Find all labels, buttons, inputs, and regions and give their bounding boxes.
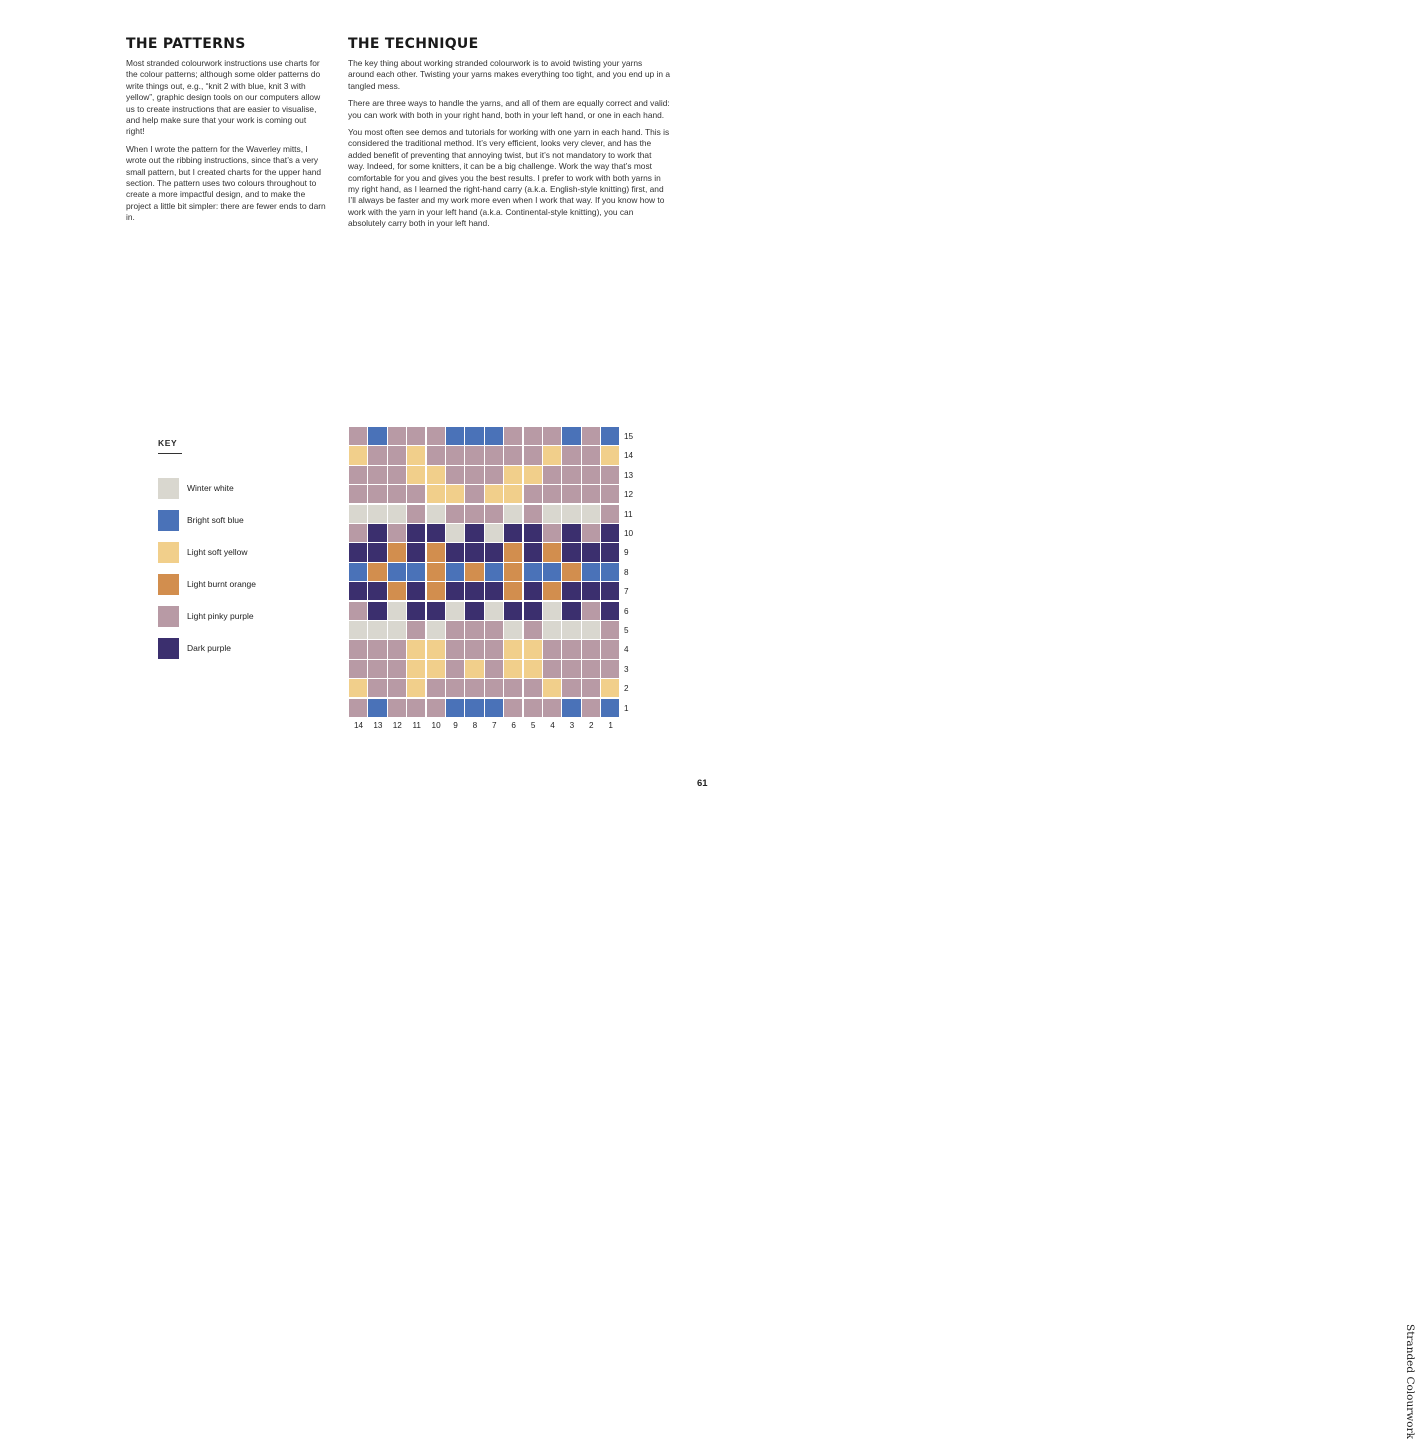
key-item [158, 632, 318, 664]
chart-cell [485, 582, 503, 600]
chart-cell [543, 699, 561, 717]
chart-cell [388, 505, 406, 523]
chart-cell [601, 466, 619, 484]
chart-cell [446, 524, 464, 542]
chart-cell [582, 485, 600, 503]
chart-cell [524, 485, 542, 503]
row-number: 13 [624, 470, 634, 480]
technique-column [348, 36, 670, 236]
chart-cell [504, 446, 522, 464]
chart-cell [407, 679, 425, 697]
chart-cell [368, 446, 386, 464]
row-number: 7 [624, 587, 629, 597]
chart-cell [407, 466, 425, 484]
chart-cell [504, 699, 522, 717]
chart-cell [427, 563, 445, 581]
chart-cell [349, 543, 367, 561]
chart-cell [562, 485, 580, 503]
chart-cell [543, 543, 561, 561]
key-item [158, 472, 318, 504]
chart-cell [465, 466, 483, 484]
key-item [158, 600, 318, 632]
key-swatch [158, 606, 179, 627]
chart-cell [504, 524, 522, 542]
chart-cell [388, 640, 406, 658]
chart-cell [368, 485, 386, 503]
chart-cell [388, 427, 406, 445]
chart-cell [465, 427, 483, 445]
chart-cell [427, 602, 445, 620]
column-number: 4 [550, 721, 555, 730]
chart-cell [349, 602, 367, 620]
chart-cell [368, 505, 386, 523]
key-item [158, 504, 318, 536]
chart-cell [504, 621, 522, 639]
page-number: 61 [697, 778, 708, 789]
chart-cell [582, 679, 600, 697]
chart-cell [601, 602, 619, 620]
key-items [158, 472, 318, 664]
chart-cell [601, 660, 619, 678]
chart-cell [388, 466, 406, 484]
row-number: 11 [624, 509, 633, 519]
chart-cell [349, 563, 367, 581]
chart-cell [601, 427, 619, 445]
chart-cell [504, 466, 522, 484]
key-item [158, 568, 318, 600]
chart-cell [427, 621, 445, 639]
chart-cell [524, 466, 542, 484]
chart-cell [601, 446, 619, 464]
chart-cell [465, 485, 483, 503]
chart-cell [427, 505, 445, 523]
row-number: 14 [624, 451, 634, 461]
chart-cell [524, 679, 542, 697]
chart-cell [601, 640, 619, 658]
chart-cell [349, 582, 367, 600]
key-swatch [158, 638, 179, 659]
chart-cell [368, 582, 386, 600]
chart-cell [407, 563, 425, 581]
chart-cell [349, 621, 367, 639]
technique-heading: THE TECHNIQUE [348, 36, 479, 52]
chart-cell [485, 427, 503, 445]
chart-cell [562, 660, 580, 678]
chart-cell [349, 485, 367, 503]
chart-cell [388, 563, 406, 581]
chart-cell [582, 543, 600, 561]
chart-cell [446, 505, 464, 523]
chart-cell [446, 582, 464, 600]
chart-cell [504, 679, 522, 697]
row-number: 3 [624, 664, 629, 674]
chart-cell [524, 427, 542, 445]
chart-cell [562, 543, 580, 561]
chart-cell [524, 660, 542, 678]
chart-cell [485, 640, 503, 658]
key-item [158, 536, 318, 568]
row-number: 10 [624, 529, 634, 538]
chart-cell [524, 543, 542, 561]
row-number: 9 [624, 548, 629, 558]
chart-cell [465, 602, 483, 620]
chart-cell [543, 563, 561, 581]
chart-cell [485, 543, 503, 561]
column-number: 7 [492, 721, 497, 730]
chart-cell [368, 660, 386, 678]
chart-cell [485, 485, 503, 503]
chart-cell [427, 660, 445, 678]
key-label: Light soft yellow [187, 547, 248, 557]
row-number: 4 [624, 645, 629, 655]
key-label: Bright soft blue [187, 515, 244, 525]
chart-cell [446, 563, 464, 581]
chart-cell [368, 563, 386, 581]
chart-cell [465, 699, 483, 717]
row-number: 8 [624, 567, 629, 577]
chart-cell [562, 427, 580, 445]
chart-cell [582, 621, 600, 639]
chart-cell [407, 660, 425, 678]
key-title: KEY [158, 438, 182, 454]
chart-cell [407, 485, 425, 503]
chart-cell [388, 446, 406, 464]
chart-cell [407, 621, 425, 639]
key-label: Dark purple [187, 643, 231, 653]
column-number: 3 [569, 721, 575, 730]
chart-cell [543, 485, 561, 503]
key-swatch [158, 574, 179, 595]
chart-cell [582, 427, 600, 445]
chart-cell [465, 524, 483, 542]
chart-cell [601, 679, 619, 697]
chart-cell [349, 466, 367, 484]
chart-cell [601, 563, 619, 581]
row-number: 2 [624, 684, 629, 694]
chart-cell [543, 466, 561, 484]
chart-cell [582, 446, 600, 464]
row-number: 5 [624, 626, 629, 635]
chart-cell [485, 679, 503, 697]
chart-cell [465, 679, 483, 697]
chart-cell [446, 621, 464, 639]
chart-cell [427, 446, 445, 464]
chart-cell [368, 543, 386, 561]
chart-cell [582, 524, 600, 542]
chart-cell [427, 485, 445, 503]
chart-cell [485, 563, 503, 581]
column-number: 12 [392, 721, 402, 730]
chart-cell [388, 621, 406, 639]
chart-cell [524, 602, 542, 620]
chart-cell [427, 543, 445, 561]
chart-cell [465, 563, 483, 581]
patterns-paragraph-2: When I wrote the pattern for the Waverley mitts, I wrote out the ribbing instructions, since that’s a very small pattern, but I created charts for the upper hand section. The pattern uses two colours throughout to create a more impactful design, and to make the project a little bit simpler: there are fewer ends to darn in. [126, 143, 326, 223]
row-number: 1 [624, 703, 629, 713]
column-number: 2 [589, 721, 594, 730]
chart-cell [504, 660, 522, 678]
chart-cell [368, 524, 386, 542]
chart-cell [465, 446, 483, 464]
row-number: 12 [624, 490, 634, 500]
chart-cell [446, 660, 464, 678]
chart-cell [427, 699, 445, 717]
chart-cell [388, 582, 406, 600]
chart-cell [582, 466, 600, 484]
chart-cell [524, 563, 542, 581]
key-swatch [158, 478, 179, 499]
chart-cell [524, 582, 542, 600]
chart-cell [524, 446, 542, 464]
column-number: 13 [373, 721, 383, 730]
chart-cell [543, 602, 561, 620]
chart-cell [407, 543, 425, 561]
technique-paragraph-2: There are three ways to handle the yarns, and all of them are equally correct and valid: you can work with both in your right hand, both in your left hand, or one in each hand. [348, 98, 670, 120]
chart-cell [407, 427, 425, 445]
chart-cell [349, 524, 367, 542]
chart-cell [446, 543, 464, 561]
chart-cell [601, 582, 619, 600]
chart-cell [446, 602, 464, 620]
chart-cell [349, 446, 367, 464]
chart-cell [446, 679, 464, 697]
chart-cell [407, 446, 425, 464]
chart-cell [427, 466, 445, 484]
chart-cell [407, 524, 425, 542]
chart-cell [543, 446, 561, 464]
chart-cell [446, 640, 464, 658]
chart-cell [562, 602, 580, 620]
chart-cell [465, 621, 483, 639]
technique-paragraph-3: You most often see demos and tutorials for working with one yarn in each hand. This is considered the traditional method. It’s very efficient, looks very clever, and has the added benefit of preventing that annoying twist, but it’s not mandatory to work that way. Indeed, for some knitters, it can be a big challenge. Work the way that’s most comfortable for you and gives you the best results. I prefer to work with both yarns in my right hand, as I learned the right-hand carry (a.k.a. English-style knitting) first, and I’ll always be faster and my work more even when I work that way. If you know how to work with the yarn in your left hand (a.k.a. Continental-style knitting), you can absolutely carry both in your left hand. [348, 127, 670, 229]
patterns-column [126, 36, 326, 230]
chart-cell [427, 524, 445, 542]
chart-cell [562, 524, 580, 542]
chart-cell [601, 543, 619, 561]
key-label: Light burnt orange [187, 579, 256, 589]
chart-cell [543, 679, 561, 697]
chart-cell [524, 640, 542, 658]
chart-cell [601, 621, 619, 639]
colour-key [158, 438, 318, 664]
chart-cell [524, 505, 542, 523]
key-label: Winter white [187, 483, 234, 493]
key-label: Light pinky purple [187, 611, 254, 621]
chart-cell [562, 621, 580, 639]
chart-cell [543, 505, 561, 523]
chart-cell [485, 524, 503, 542]
chart-cell [368, 621, 386, 639]
chart-cell [485, 446, 503, 464]
chart-cell [349, 427, 367, 445]
chart-cell [562, 582, 580, 600]
column-number: 8 [472, 721, 478, 730]
row-number: 6 [624, 606, 629, 616]
chart-cell [407, 699, 425, 717]
chart-cell [388, 660, 406, 678]
chart-cell [407, 640, 425, 658]
chart-cell [446, 485, 464, 503]
column-number: 11 [412, 721, 421, 730]
chart-cell [543, 640, 561, 658]
chart-cell [582, 699, 600, 717]
chart-cell [562, 563, 580, 581]
column-number: 14 [353, 721, 364, 730]
column-number: 1 [608, 721, 613, 730]
chart-cell [601, 524, 619, 542]
chart-cell [582, 582, 600, 600]
chart-cell [388, 524, 406, 542]
chart-cell [524, 524, 542, 542]
chart-cell [543, 660, 561, 678]
column-number: 9 [453, 721, 458, 730]
chart-cell [543, 427, 561, 445]
column-number: 10 [431, 721, 441, 730]
chart-cell [524, 621, 542, 639]
chart-cell [465, 660, 483, 678]
chart-cell [582, 640, 600, 658]
chart-cell [465, 582, 483, 600]
chart-cell [485, 602, 503, 620]
column-number: 5 [530, 721, 536, 730]
chart-cell [465, 640, 483, 658]
chart-cell [485, 505, 503, 523]
chart-cell [504, 427, 522, 445]
chart-cell [465, 543, 483, 561]
chart-cell [407, 602, 425, 620]
chart-cell [388, 485, 406, 503]
chart-cell [543, 524, 561, 542]
column-number: 6 [511, 721, 516, 730]
chart-cell [485, 621, 503, 639]
chart-cell [349, 660, 367, 678]
chart-cell [388, 679, 406, 697]
chart-cell [601, 505, 619, 523]
chart-cell [388, 543, 406, 561]
chart-cell [407, 582, 425, 600]
chart-cell [485, 660, 503, 678]
chart-cell [601, 699, 619, 717]
chart-cell [562, 505, 580, 523]
chart-cell [388, 699, 406, 717]
chart-cell [446, 427, 464, 445]
chart-cell [562, 640, 580, 658]
chart-cell [504, 602, 522, 620]
chart-cell [427, 679, 445, 697]
chart-cell [368, 427, 386, 445]
chart-cell [562, 446, 580, 464]
chart-cell [543, 582, 561, 600]
chart-cell [504, 543, 522, 561]
chart-cell [349, 505, 367, 523]
chart-cell [562, 679, 580, 697]
chart-cell [504, 505, 522, 523]
chart-cell [582, 563, 600, 581]
chart-cell [562, 699, 580, 717]
chart-cell [407, 505, 425, 523]
side-title: Stranded Colourwork [1404, 1324, 1416, 1439]
chart-cell [349, 699, 367, 717]
chart-cell [446, 699, 464, 717]
row-number: 15 [624, 432, 634, 441]
chart-cell [485, 699, 503, 717]
chart-cell [582, 505, 600, 523]
patterns-paragraph-1: Most stranded colourwork instructions use charts for the colour patterns; although some older patterns do write things out, e.g., “knit 2 with blue, knit 3 with yellow”, graphic design tools on our computers allow us to create instructions that are easier to visualise, and help make sure that your work is coming out right! [126, 58, 321, 137]
key-swatch [158, 542, 179, 563]
chart-cell [465, 505, 483, 523]
chart-cell [485, 466, 503, 484]
chart-cell [368, 679, 386, 697]
chart-cell [504, 582, 522, 600]
chart-cell [388, 602, 406, 620]
key-swatch [158, 510, 179, 531]
chart-cell [368, 466, 386, 484]
chart-cell [582, 660, 600, 678]
chart-cell [562, 466, 580, 484]
chart-cell [524, 699, 542, 717]
chart-cell [601, 485, 619, 503]
patterns-heading: THE PATTERNS [126, 36, 246, 52]
chart-cell [504, 485, 522, 503]
chart-cell [427, 582, 445, 600]
technique-paragraph-1: The key thing about working stranded colourwork is to avoid twisting your yarns around each other. Twisting your yarns makes everything too tight, and you end up in a tangled mess. [348, 58, 671, 91]
chart-cell [368, 640, 386, 658]
chart-cell [427, 640, 445, 658]
chart-cell [446, 466, 464, 484]
chart-cell [504, 640, 522, 658]
chart-cell [504, 563, 522, 581]
chart-cell [349, 640, 367, 658]
chart-cell [446, 446, 464, 464]
chart-cell [582, 602, 600, 620]
chart-cell [427, 427, 445, 445]
chart-cell [543, 621, 561, 639]
chart-cell [349, 679, 367, 697]
chart-cell [368, 602, 386, 620]
chart-cell [368, 699, 386, 717]
